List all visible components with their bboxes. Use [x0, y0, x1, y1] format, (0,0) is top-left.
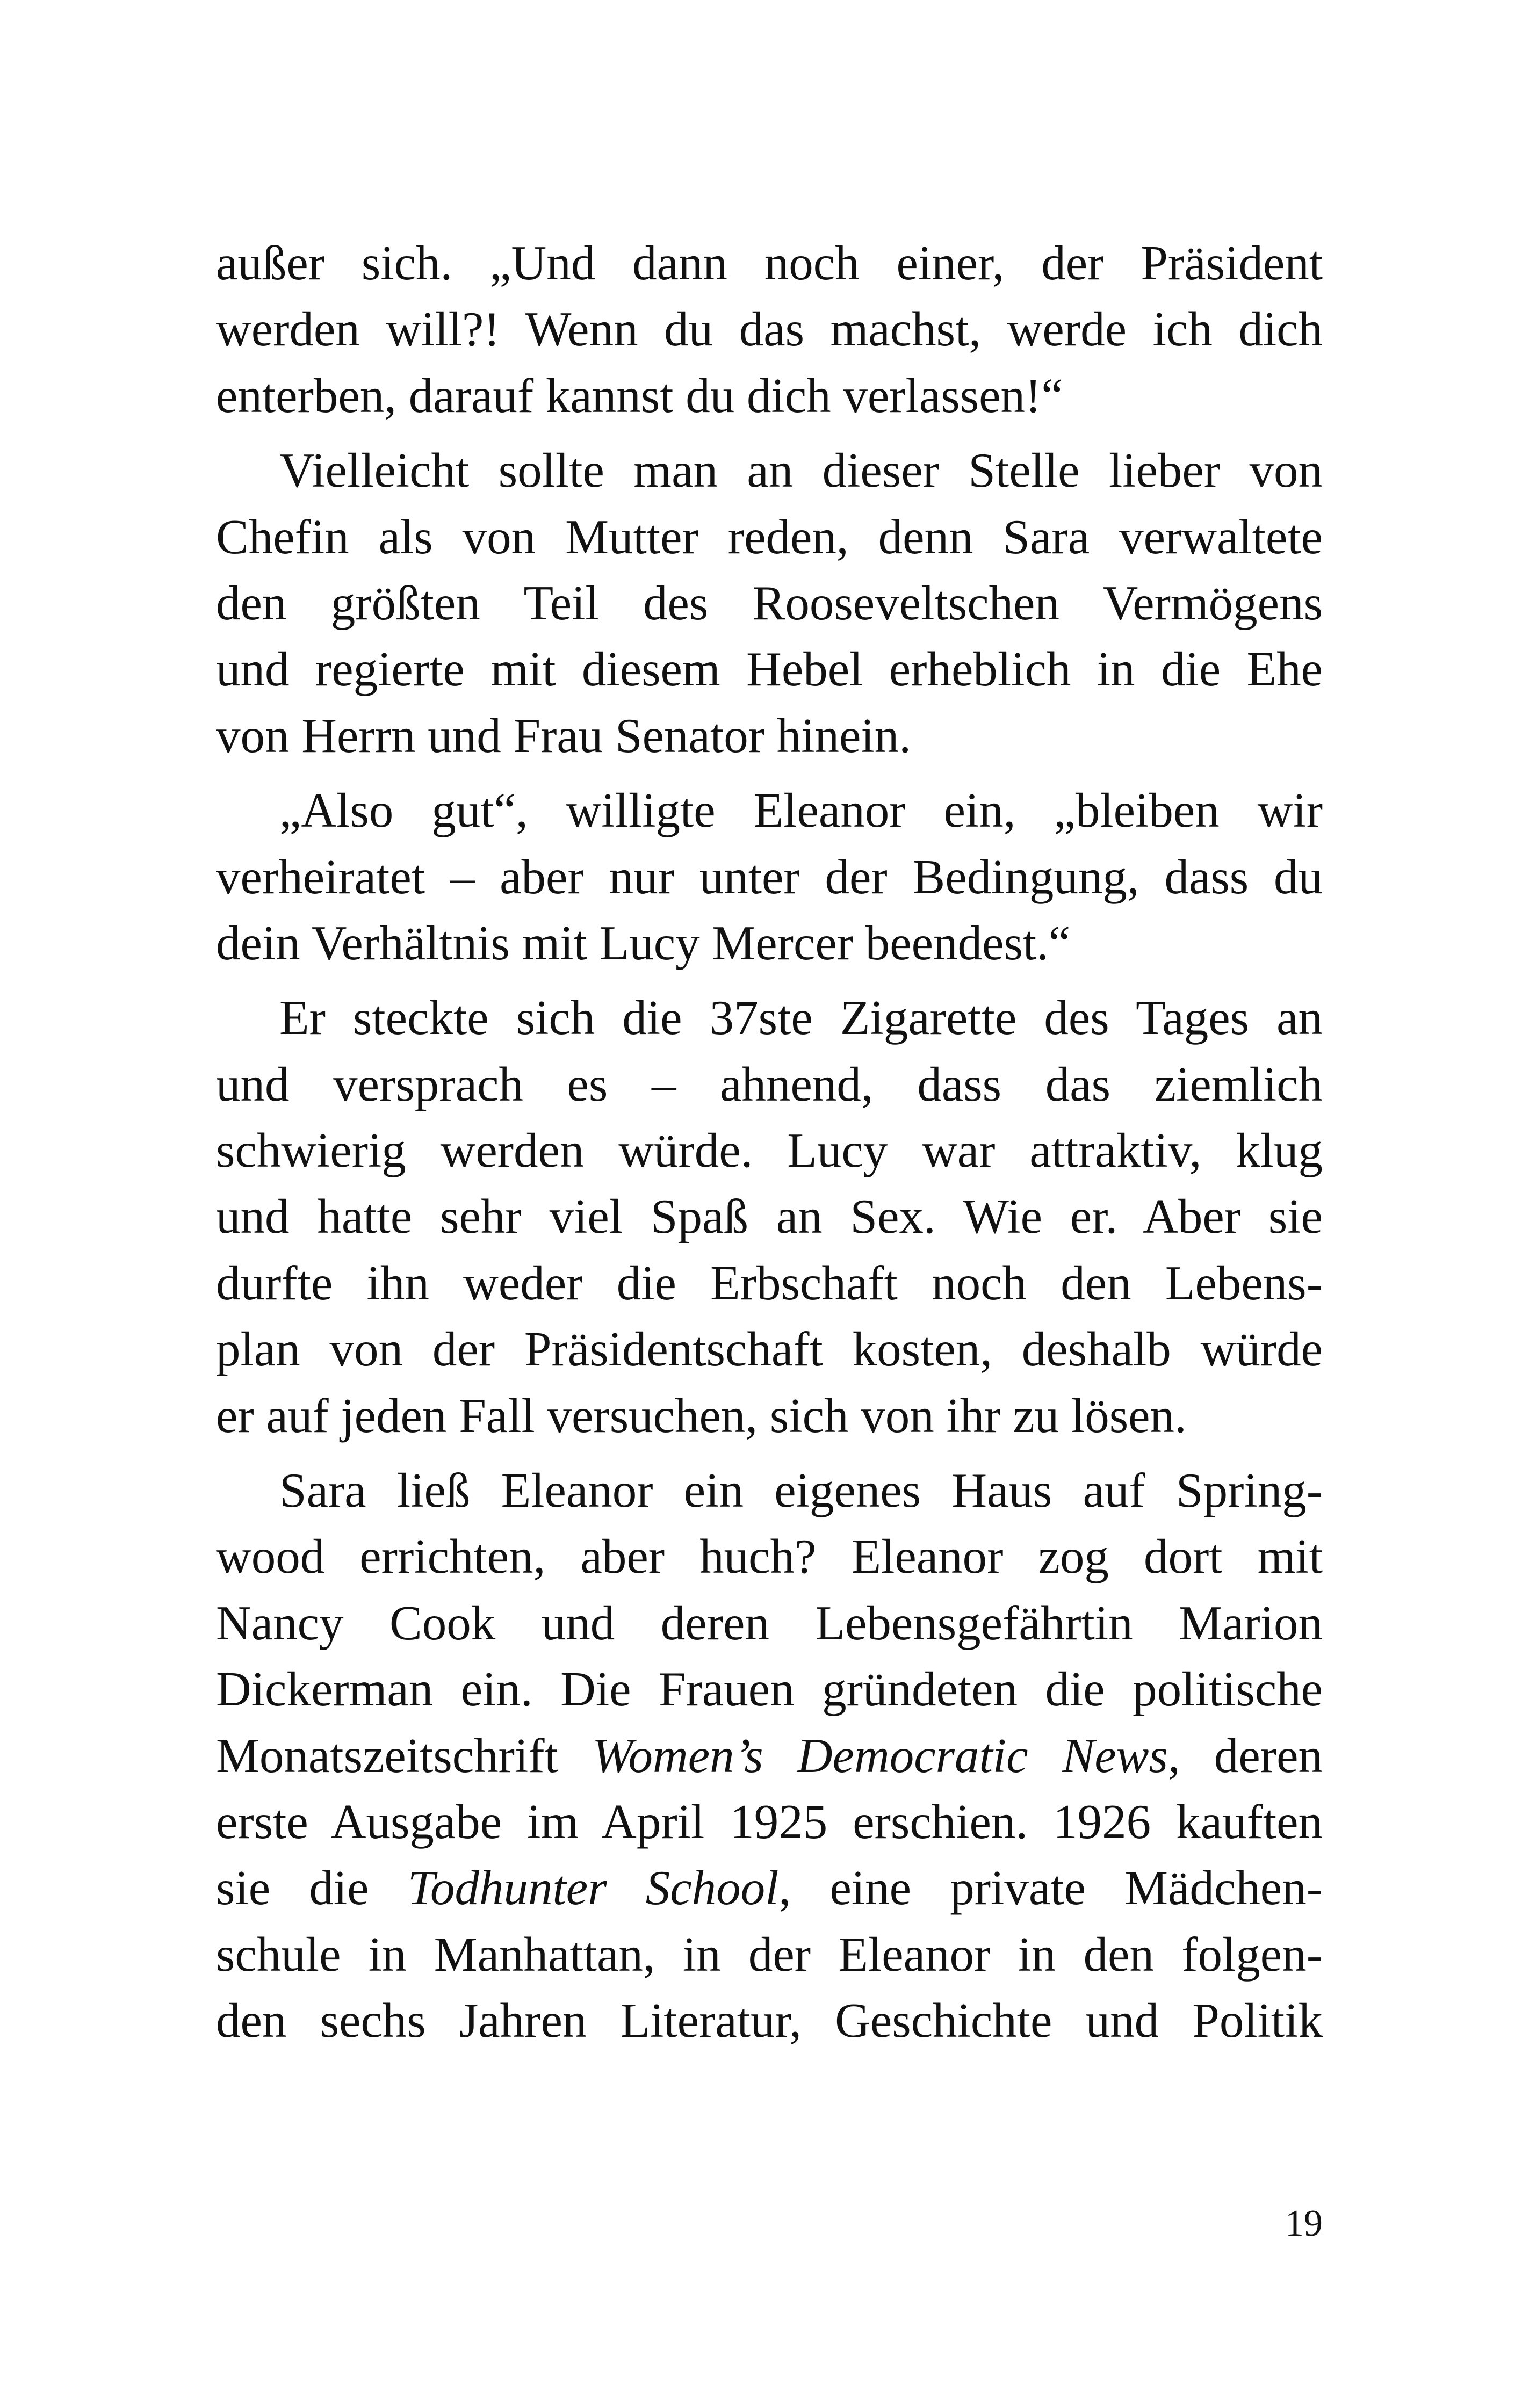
text-line: Nancy Cook und deren Lebensgefährtin Marion	[216, 1595, 1323, 1650]
text-line: enterben, darauf kannst du dich verlassen!“	[216, 368, 1063, 423]
italic-title: Women’s Democratic News	[592, 1728, 1168, 1783]
text-line	[216, 1855, 1323, 1921]
text-line: Er steckte sich die 37ste Zigarette des Tages an	[279, 990, 1323, 1045]
text-line: „Also gut“, willigte Eleanor ein, „bleiben wir	[279, 783, 1323, 838]
paragraph-4	[216, 985, 1323, 1449]
text-line: und versprach es – ahnend, dass das ziemlich	[216, 1057, 1323, 1111]
text-line: Dickerman ein. Die Frauen gründeten die politische	[216, 1662, 1323, 1717]
text-line: verheiratet – aber nur unter der Bedingung, dass du	[216, 849, 1323, 904]
text-line: Sara ließ Eleanor ein eigenes Haus auf Spring-	[279, 1463, 1323, 1518]
text-line: dein Verhältnis mit Lucy Mercer beendest.“	[216, 915, 1071, 970]
text-line: außer sich. „Und dann noch einer, der Präsident	[216, 236, 1323, 290]
text-line: erste Ausgabe im April 1925 erschien. 1926 kauften	[216, 1794, 1323, 1849]
text-line: werden will?! Wenn du das machst, werde ich dich	[216, 302, 1323, 357]
page-number: 19	[1285, 2203, 1323, 2244]
paragraph-3	[216, 777, 1323, 976]
paragraph-2	[216, 437, 1323, 769]
text-line: den größten Teil des Rooseveltschen Vermögens	[216, 575, 1323, 630]
text-line: und hatte sehr viel Spaß an Sex. Wie er. Aber sie	[216, 1189, 1323, 1244]
text-line: von Herrn und Frau Senator hinein.	[216, 708, 911, 763]
italic-title: Todhunter School	[407, 1861, 779, 1915]
text-segment: Monatszeitschrift	[216, 1728, 593, 1783]
text-line	[216, 1723, 1323, 1789]
paragraph-5	[216, 1457, 1323, 2054]
text-line: durfte ihn weder die Erbschaft noch den Lebens-	[216, 1255, 1323, 1310]
text-line: Chefin als von Mutter reden, denn Sara verwaltete	[216, 509, 1323, 564]
text-line: und regierte mit diesem Hebel erheblich in die Ehe	[216, 642, 1323, 697]
text-line: schwierig werden würde. Lucy war attraktiv, klug	[216, 1123, 1323, 1178]
text-line: den sechs Jahren Literatur, Geschichte und Politik	[216, 1993, 1323, 2048]
text-line: plan von der Präsidentschaft kosten, deshalb würde	[216, 1322, 1323, 1377]
text-line: Vielleicht sollte man an dieser Stelle lieber von	[279, 443, 1323, 498]
text-segment: , deren	[1167, 1728, 1323, 1783]
text-segment: sie die	[216, 1861, 408, 1915]
book-page-text	[216, 230, 1323, 2054]
text-line: schule in Manhattan, in der Eleanor in den folgen-	[216, 1927, 1323, 1982]
text-line: er auf jeden Fall versuchen, sich von ihr zu lösen.	[216, 1388, 1187, 1443]
paragraph-1	[216, 230, 1323, 429]
text-segment: , eine private Mädchen-	[778, 1861, 1323, 1915]
text-line: wood errichten, aber huch? Eleanor zog dort mit	[216, 1529, 1323, 1584]
